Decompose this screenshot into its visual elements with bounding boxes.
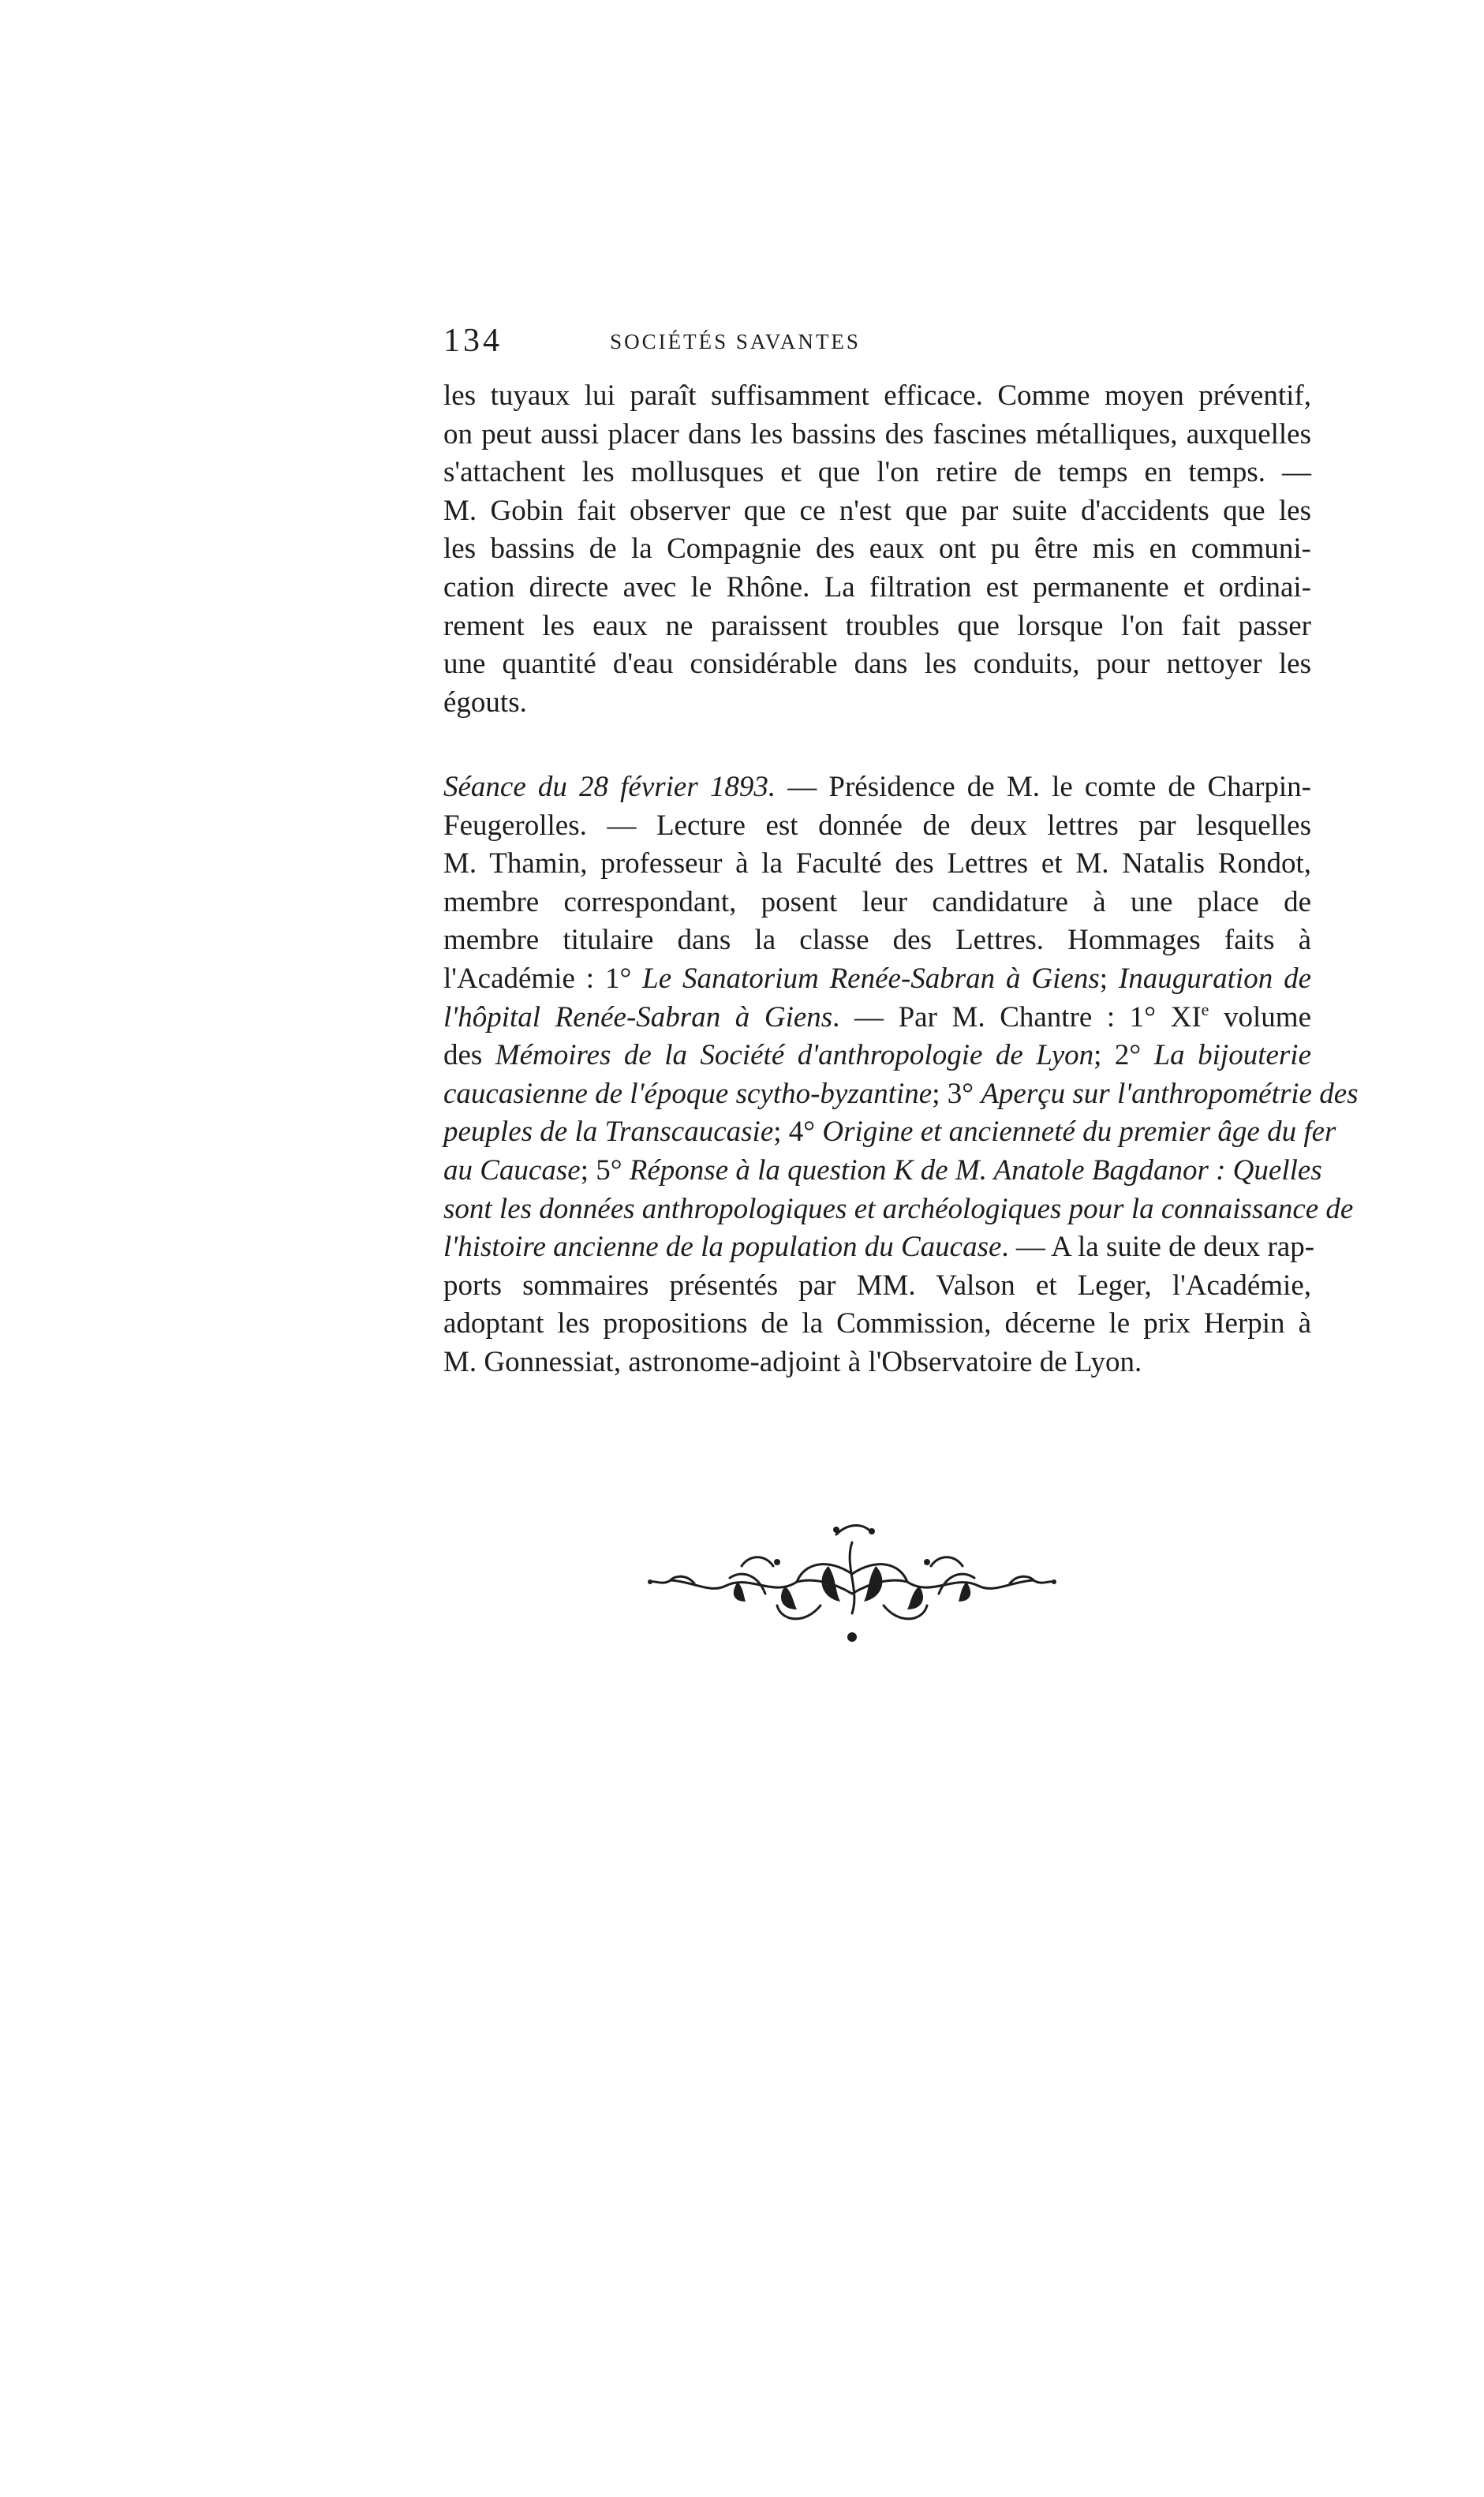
text-run: des [443, 1039, 495, 1072]
work-title: au Caucase [443, 1153, 581, 1187]
text-line: cation directe avec le Rhône. La filtration est permanente et ordinai- [443, 570, 1311, 604]
text-run: l'Académie : 1° [443, 962, 643, 995]
text-line [443, 999, 1311, 1037]
text-run: . — Par M. Chantre : 1° XI [832, 1000, 1202, 1034]
text-run: volume [1209, 1000, 1311, 1034]
text-line: rement les eaux ne paraissent troubles que lorsque l'on fait passer [443, 609, 1311, 642]
work-title: Aperçu sur l'anthropométrie des [981, 1077, 1359, 1110]
fleuron-icon [647, 1519, 1057, 1653]
text-line: on peut aussi placer dans les bassins des fascines métalliques, auxquelles [443, 417, 1311, 450]
text-line: une quantité d'eau considérable dans les conduits, pour nettoyer les [443, 648, 1311, 681]
text-line: M. Thamin, professeur à la Faculté des Lettres et M. Natalis Rondot, [443, 847, 1311, 880]
work-title: l'hôpital Renée-Sabran à Giens [443, 1000, 833, 1034]
text-line [443, 768, 1311, 807]
paragraph-seance-28-fevrier [443, 768, 1359, 1382]
paragraph-water-filtration [443, 377, 1311, 722]
work-title: caucasienne de l'époque scytho-byzantine [443, 1077, 933, 1110]
text-line [443, 1037, 1311, 1075]
text-run: . — A la suite de deux rap- [1001, 1231, 1315, 1264]
page-number: 134 [443, 323, 503, 359]
text-line [443, 1075, 1359, 1114]
work-title: Mémoires de la Société d'anthropologie de Lyon [495, 1039, 1094, 1072]
text-run: ; 3° [932, 1077, 981, 1110]
text-line: M. Gonnessiat, astronome-adjoint à l'Observatoire de Lyon. [443, 1345, 1142, 1378]
text-line: ports sommaires présentés par MM. Valson et Leger, l'Académie, [443, 1269, 1311, 1302]
work-title: Le Sanatorium Renée-Sabran à Giens [642, 962, 1100, 995]
text-run: — Présidence de M. le comte de Charpin- [776, 771, 1311, 803]
text-line [443, 1152, 1322, 1191]
page-header [443, 317, 1004, 364]
work-title: peuples de la Transcaucasie [443, 1116, 774, 1149]
text-line: M. Gobin fait observer que ce n'est que par suite d'accidents que les [443, 494, 1311, 527]
work-title: sont les données anthropologiques et archéologiques pour la connaissance de [443, 1192, 1354, 1225]
superscript: e [1201, 999, 1209, 1019]
text-line [443, 960, 1311, 999]
text-line [443, 1191, 1354, 1229]
work-title: Réponse à la question K de M. Anatole Bagdanor : Quelles [629, 1153, 1322, 1187]
text-run: ; [1099, 962, 1119, 995]
text-line: Feugerolles. — Lecture est donnée de deux lettres par lesquelles [443, 809, 1311, 842]
text-line [443, 1113, 1336, 1152]
text-run: ; 2° [1093, 1039, 1154, 1072]
text-line: égouts. [443, 686, 527, 719]
text-line: les tuyaux lui paraît suffisamment efficace. Comme moyen préventif, [443, 379, 1311, 412]
text-line: les bassins de la Compagnie des eaux ont pu être mis en communi- [443, 533, 1311, 566]
running-title: SOCIÉTÉS SAVANTES [610, 330, 861, 353]
text-line [443, 1228, 1315, 1267]
work-title: Origine et ancienneté du premier âge du fer [822, 1116, 1336, 1149]
text-line: s'attachent les mollusques et que l'on retire de temps en temps. — [443, 456, 1311, 489]
text-line: membre titulaire dans la classe des Lettres. Hommages faits à [443, 924, 1311, 957]
work-title: l'histoire ancienne de la population du Caucase [443, 1231, 1002, 1264]
session-date: Séance du 28 février 1893. [443, 771, 776, 803]
text-run: ; 5° [580, 1153, 630, 1187]
text-line: membre correspondant, posent leur candidature à une place de [443, 885, 1311, 918]
work-title: La bijouterie [1153, 1039, 1311, 1072]
text-line: adoptant les propositions de la Commission, décerne le prix Herpin à [443, 1307, 1311, 1340]
text-run: ; 4° [773, 1116, 823, 1149]
work-title: Inauguration de [1118, 962, 1312, 995]
